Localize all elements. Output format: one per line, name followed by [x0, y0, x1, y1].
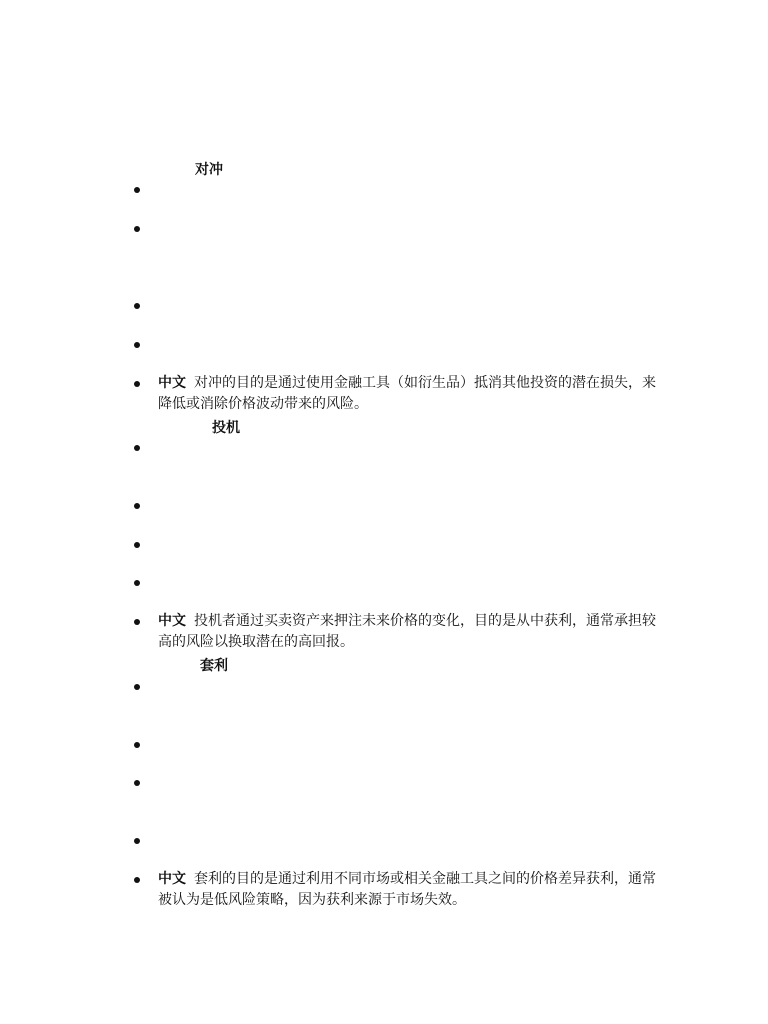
definition-hedging	[158, 373, 668, 415]
definition-speculation	[158, 611, 668, 653]
empty-bullet	[134, 838, 140, 844]
empty-bullet	[134, 503, 140, 509]
empty-bullet	[134, 580, 140, 586]
empty-bullet	[134, 542, 140, 548]
empty-bullet	[134, 742, 140, 748]
definition-text: 套利的目的是通过利用不同市场或相关金融工具之间的价格差异获利，通常被认为是低风险策略，因为获利来源于市场失效。	[158, 871, 656, 908]
definition-text: 对冲的目的是通过使用金融工具（如衍生品）抵消其他投资的潜在损失，来降低或消除价格波动带来的风险。	[158, 375, 656, 412]
bullet	[134, 381, 140, 387]
empty-bullet	[134, 684, 140, 690]
bullet	[134, 619, 140, 625]
section-heading-arbitrage: 套利	[200, 658, 228, 674]
empty-bullet	[134, 342, 140, 348]
empty-bullet	[134, 187, 140, 193]
definition-arbitrage	[158, 869, 668, 911]
section-heading-hedging: 对冲	[195, 162, 223, 178]
empty-bullet	[134, 226, 140, 232]
bullet	[134, 877, 140, 883]
empty-bullet	[134, 780, 140, 786]
section-heading-speculation: 投机	[212, 420, 240, 436]
language-label: 中文	[158, 613, 186, 629]
empty-bullet	[134, 445, 140, 451]
empty-bullet	[134, 303, 140, 309]
language-label: 中文	[158, 375, 186, 391]
language-label: 中文	[158, 871, 186, 887]
definition-text: 投机者通过买卖资产来押注未来价格的变化，目的是从中获利，通常承担较高的风险以换取潜在的高回报。	[158, 613, 656, 650]
